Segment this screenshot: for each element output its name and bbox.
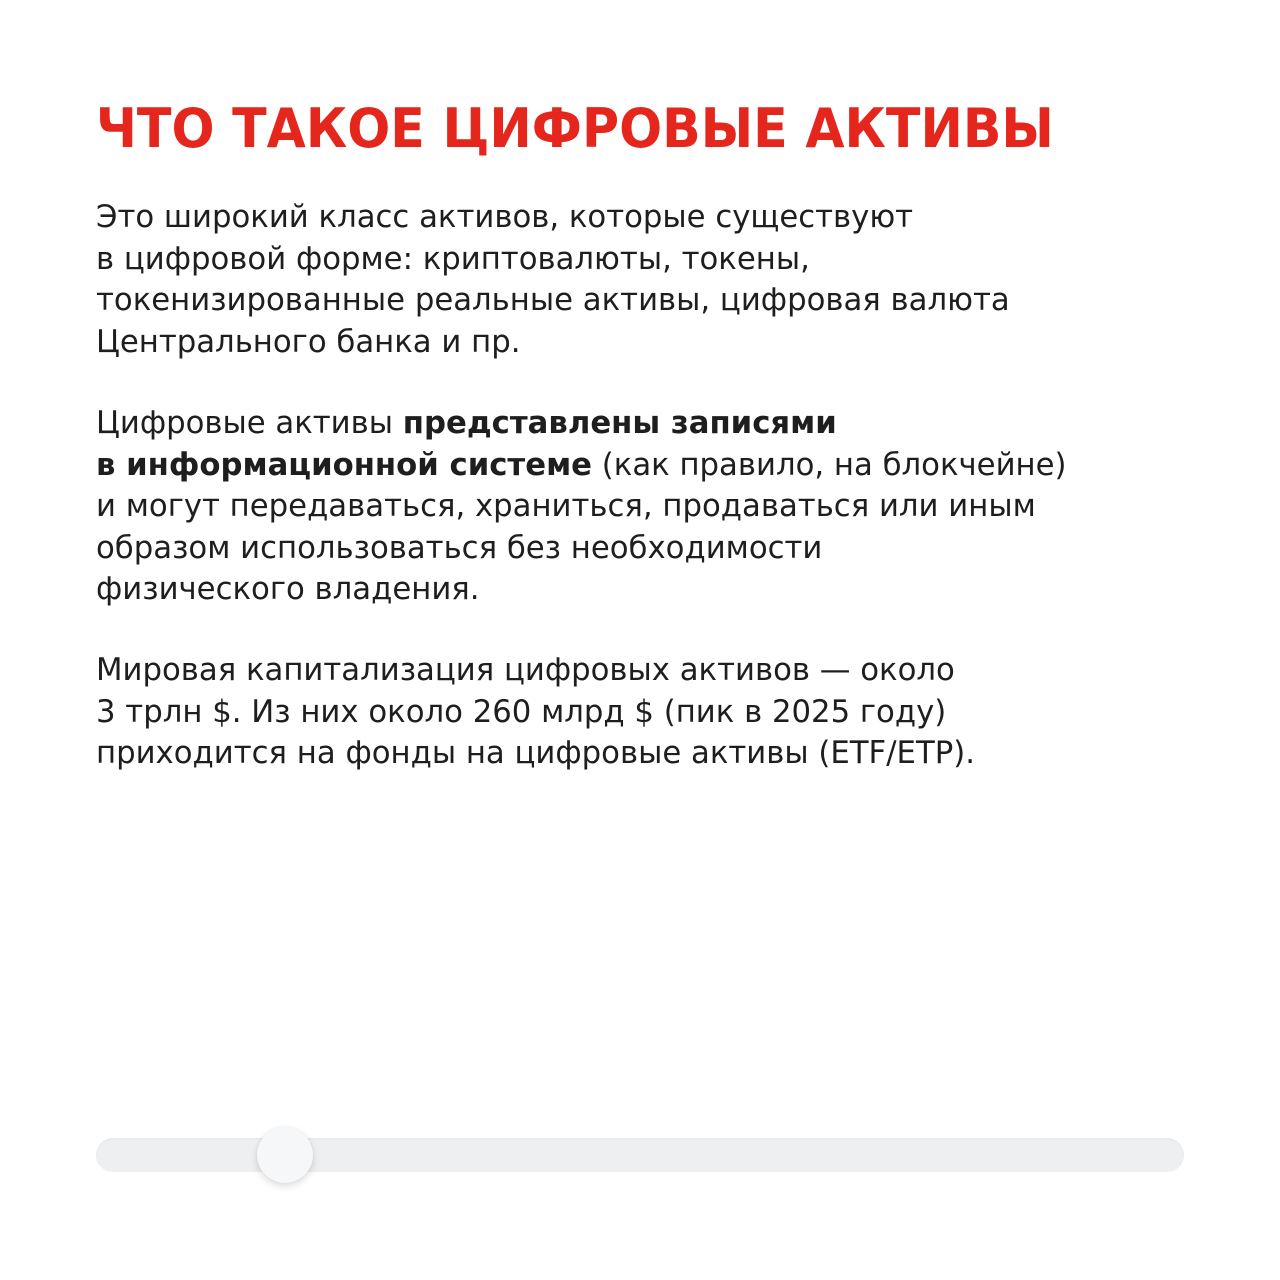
paragraph-capitalization (96, 650, 1206, 775)
regular-text: Цифровые активы (96, 405, 403, 441)
paragraph-line: Это широкий класс активов, которые существуют (96, 199, 914, 235)
paragraph-line (96, 445, 1196, 487)
paragraph-line: и могут передаваться, храниться, продаваться или иным (96, 488, 1036, 524)
bold-text: в информационной системе (96, 446, 593, 483)
regular-text: (как правило, на блокчейне) (592, 446, 1067, 483)
bold-text: представлены записями (402, 405, 837, 441)
paragraph-representation (96, 403, 1206, 611)
paragraph-line: образом использоваться без необходимости (96, 529, 823, 566)
paragraph-line (96, 403, 1196, 445)
paragraph-line: Мировая капитализация цифровых активов — около (96, 652, 955, 688)
paragraph-definition (96, 197, 1206, 363)
paragraph-line: Центрального банка и пр. (96, 323, 521, 360)
paragraph-line: токенизированные реальные активы, цифровая валюта (96, 282, 1010, 318)
paragraph-line: в цифровой форме: криптовалюты, токены, (96, 240, 810, 277)
paragraph-line: физического владения. (96, 571, 480, 607)
paragraph-line: приходится на фонды на цифровые активы (ETF/ETP). (96, 735, 975, 771)
carousel-progress-thumb[interactable] (257, 1127, 313, 1183)
page-title: ЧТО ТАКОЕ ЦИФРОВЫЕ АКТИВЫ (96, 97, 1054, 160)
paragraph-line: 3 трлн $. Из них около 260 млрд $ (пик в 2025 году) (96, 693, 947, 730)
